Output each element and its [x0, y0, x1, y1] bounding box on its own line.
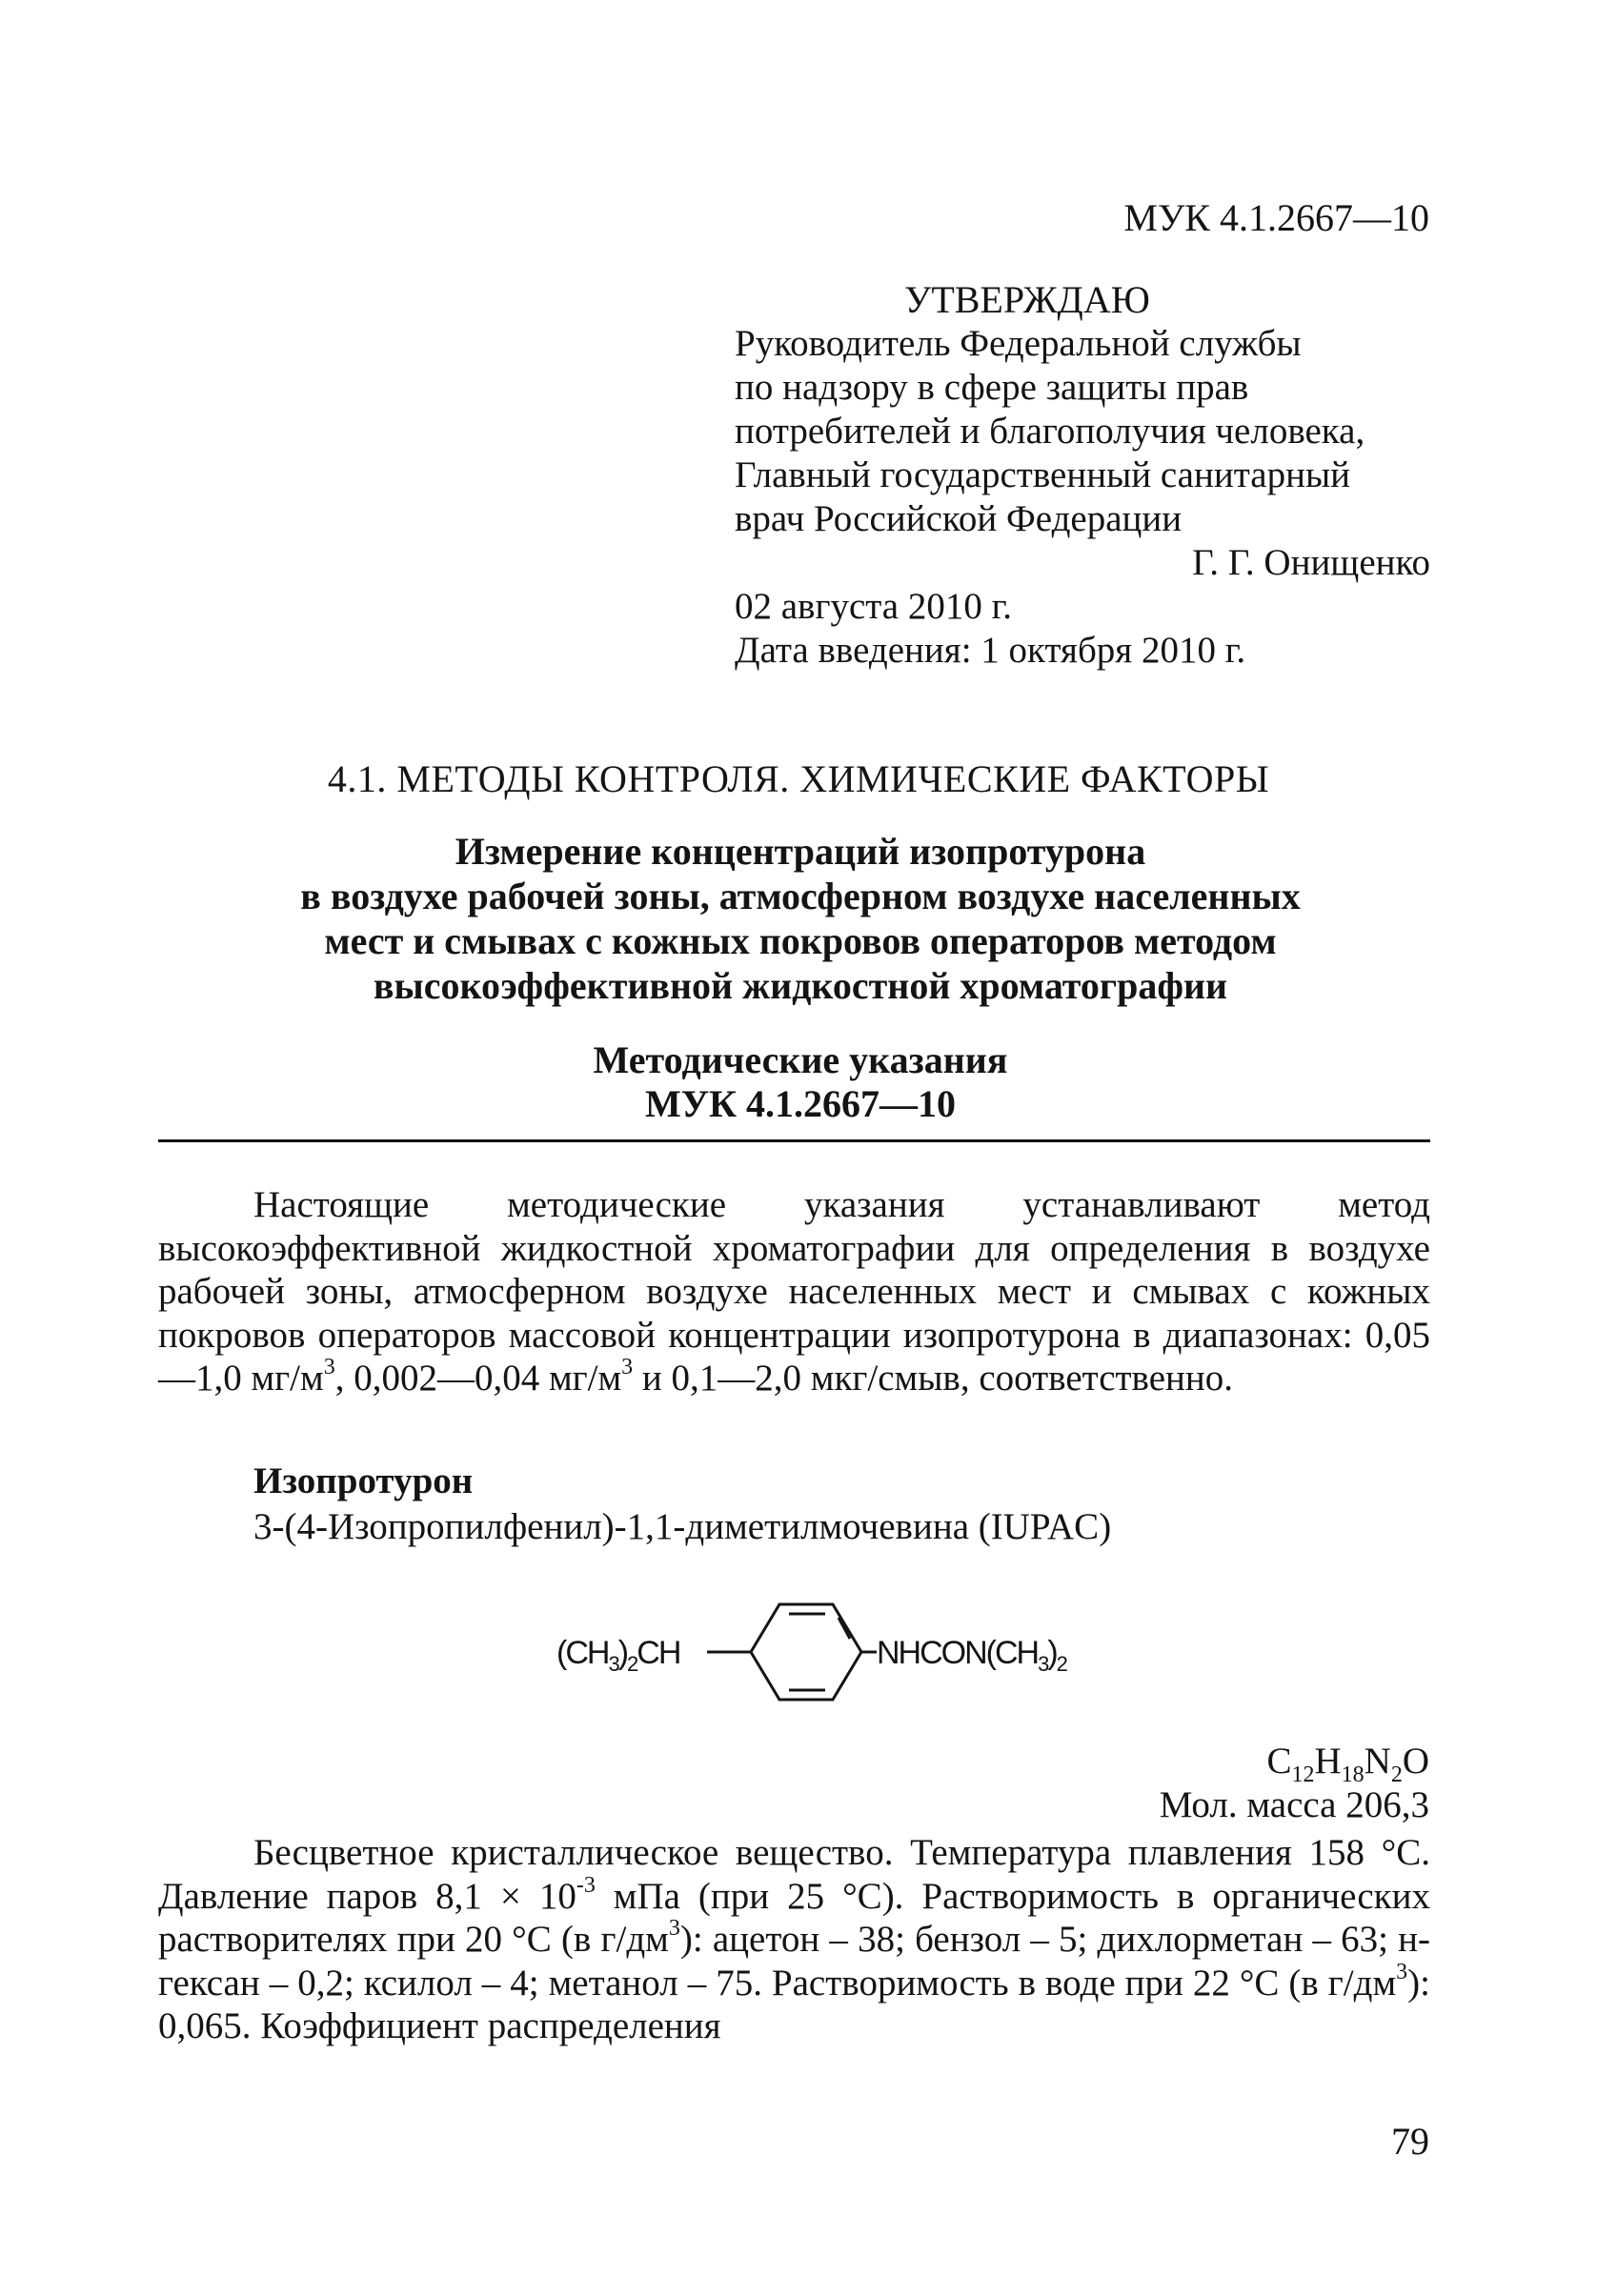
approval-line: по надзору в сфере защиты прав: [735, 367, 1249, 408]
title-line: Измерение концентраций изопротурона: [455, 830, 1146, 873]
substance-iupac-name: 3-(4-Изопропилфенил)-1,1-диметилмочевина (IUPAC): [253, 1506, 1112, 1547]
title-divider: [158, 1139, 1430, 1142]
title-line: мест и смывах с кожных покровов операторов методом: [324, 919, 1277, 962]
document-title: [152, 829, 1448, 1008]
properties-paragraph: Бесцветное кристаллическое вещество. Температура плавления 158 °С. Давление паров $8,1 \times 10^{-3}$ мПа (при 25 °С). Растворимость в органических растворителях при 20 °С (в $г/дм^3$): ацетон – 38; бензол – 5; дихлорметан – 63; н-гексан – 0,2; ксилол – 4; метанол – 75. Растворимость в воде при 22 °С (в $г/дм^3$): 0,065. Коэффициент распределения: [158, 1832, 1431, 2046]
introduction-date: Дата введения: 1 октября 2010 г.: [735, 630, 1246, 671]
document-code: МУК 4.1.2667—10: [1123, 196, 1429, 239]
page-number: 79: [1391, 2120, 1429, 2163]
approval-signer: Г. Г. Онищенко: [1192, 542, 1430, 583]
approval-line: врач Российской Федерации: [735, 498, 1183, 539]
approval-block: [735, 278, 1430, 673]
benzene-ring: [751, 1604, 861, 1700]
structure-right-group: $NHCON(CH_3)_2$: [877, 1635, 1066, 1676]
intro-paragraph: Настоящие методические указания устанавливают метод высокоэффективной жидкостной хроматографии для определения в воздухе рабочей зоны, атмосферном воздухе населенных мест и смывах с кожных покровов операторов массовой концентрации изопротурона в диапазонах: 0,05—1,0 $мг/м^3$, 0,002—0,04 $мг/м^3$ и 0,1—2,0 мкг/смыв, соответственно.: [158, 1184, 1430, 1399]
structure-diagram: [556, 1585, 1128, 1728]
section-title: 4.1. МЕТОДЫ КОНТРОЛЯ. ХИМИЧЕСКИЕ ФАКТОРЫ: [327, 757, 1270, 800]
structural-formula: [556, 1585, 1128, 1728]
approval-line: Главный государственный санитарный: [735, 454, 1351, 495]
title-line: в воздухе рабочей зоны, атмосферном воздухе населенных: [300, 875, 1301, 917]
subtitle-code: МУК 4.1.2667—10: [644, 1082, 957, 1125]
structure-left-group: $(CH_3)_2CH$: [556, 1635, 680, 1676]
title-line: высокоэффективной жидкостной хроматографии: [373, 964, 1228, 1007]
document-subtitle: [152, 1038, 1448, 1126]
molecular-mass: Мол. масса 206,3: [1159, 1784, 1429, 1825]
approval-line: потребителей и благополучия человека,: [735, 411, 1365, 452]
substance-name: Изопротурон: [253, 1460, 474, 1501]
approval-date: 02 августа 2010 г.: [735, 586, 1012, 627]
approval-heading: УТВЕРЖДАЮ: [904, 278, 1150, 321]
subtitle-line: Методические указания: [593, 1038, 1008, 1081]
molecular-formula: $C_{12}H_{18}N_2O$: [1266, 1741, 1429, 1787]
approval-line: Руководитель Федеральной службы: [735, 323, 1302, 364]
